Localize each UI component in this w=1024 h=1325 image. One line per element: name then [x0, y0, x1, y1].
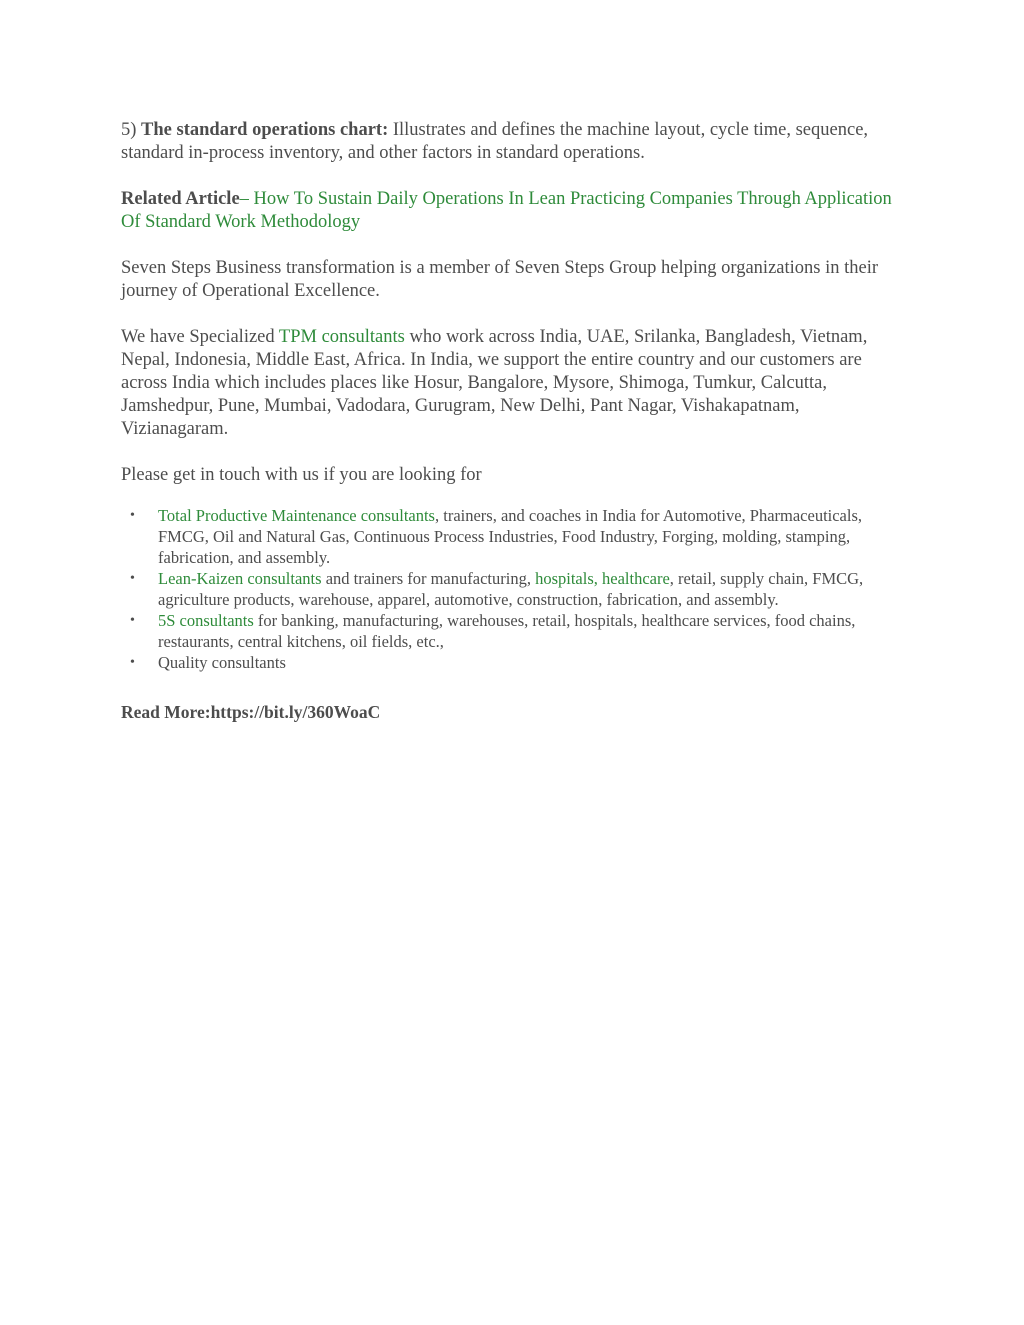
list-item: [130, 610, 911, 652]
term-heading: The standard operations chart:: [141, 120, 389, 140]
tpm-consultants-link[interactable]: TPM consultants: [278, 327, 405, 347]
read-more-link[interactable]: Read More:https://bit.ly/360WoaC: [121, 702, 381, 722]
related-article-link[interactable]: How To Sustain Daily Operations In Lean Practicing Companies Through Application Of Standard Work Methodology: [121, 189, 892, 232]
related-article-dash: –: [239, 189, 254, 209]
list-item-text: , trainers, and coaches in India for Automotive, Pharmaceuticals, FMCG, Oil and Natural Gas, Continuous Process Industries, Food Industry, Forging, molding, stamping, fabrication, and assembly.: [158, 506, 863, 567]
list-item-text: Quality consultants: [158, 653, 286, 672]
document-page: [121, 119, 911, 723]
tpm-consultants-full-link[interactable]: Total Productive Maintenance consultants: [158, 506, 435, 525]
link-separator: ,: [593, 569, 602, 588]
lean-kaizen-link[interactable]: Lean-Kaizen consultants: [158, 569, 322, 588]
services-list: [121, 505, 911, 673]
bullet-icon: •: [130, 571, 135, 586]
list-item: [130, 652, 911, 673]
list-item-text: , retail, supply chain, FMCG, agriculture products, warehouse, apparel, automotive, construction, fabrication, and assembly.: [158, 569, 864, 609]
consultants-paragraph: [121, 326, 911, 441]
company-intro-paragraph: Seven Steps Business transformation is a member of Seven Steps Group helping organizations in their journey of Operational Excellence.: [121, 258, 879, 301]
list-item: [130, 505, 911, 568]
related-article-paragraph: [121, 188, 911, 234]
bullet-icon: •: [130, 655, 135, 670]
item-number: 5): [121, 120, 142, 140]
5s-consultants-link[interactable]: 5S consultants: [158, 611, 254, 630]
contact-paragraph: Please get in touch with us if you are looking for: [121, 465, 482, 485]
consultants-text-before: We have Specialized: [121, 327, 279, 347]
healthcare-link[interactable]: healthcare: [602, 569, 670, 588]
term-definition: Illustrates and defines the machine layout, cycle time, sequence, standard in-process inventory, and other factors in standard operations.: [121, 120, 869, 163]
paragraph-standard-operations-chart: [121, 119, 911, 165]
list-item-text: and trainers for manufacturing,: [321, 569, 536, 588]
list-item-text: for banking, manufacturing, warehouses, retail, hospitals, healthcare services, food chains, restaurants, central kitchens, oil fields, etc.,: [158, 611, 856, 651]
bullet-icon: •: [130, 508, 135, 523]
list-item: [130, 568, 911, 610]
related-article-label: Related Article: [121, 189, 240, 209]
hospitals-link[interactable]: hospitals: [535, 569, 594, 588]
bullet-icon: •: [130, 613, 135, 628]
consultants-text-after: who work across India, UAE, Srilanka, Bangladesh, Vietnam, Nepal, Indonesia, Middle East, Africa. In India, we support the entire country and our customers are across India which includes places like Hosur, Bangalore, Mysore, Shimoga, Tumkur, Calcutta, Jamshedpur, Pune, Mumbai, Vadodara, Gurugram, New Delhi, Pant Nagar, Vishakapatnam, Vizianagaram.: [121, 327, 868, 439]
